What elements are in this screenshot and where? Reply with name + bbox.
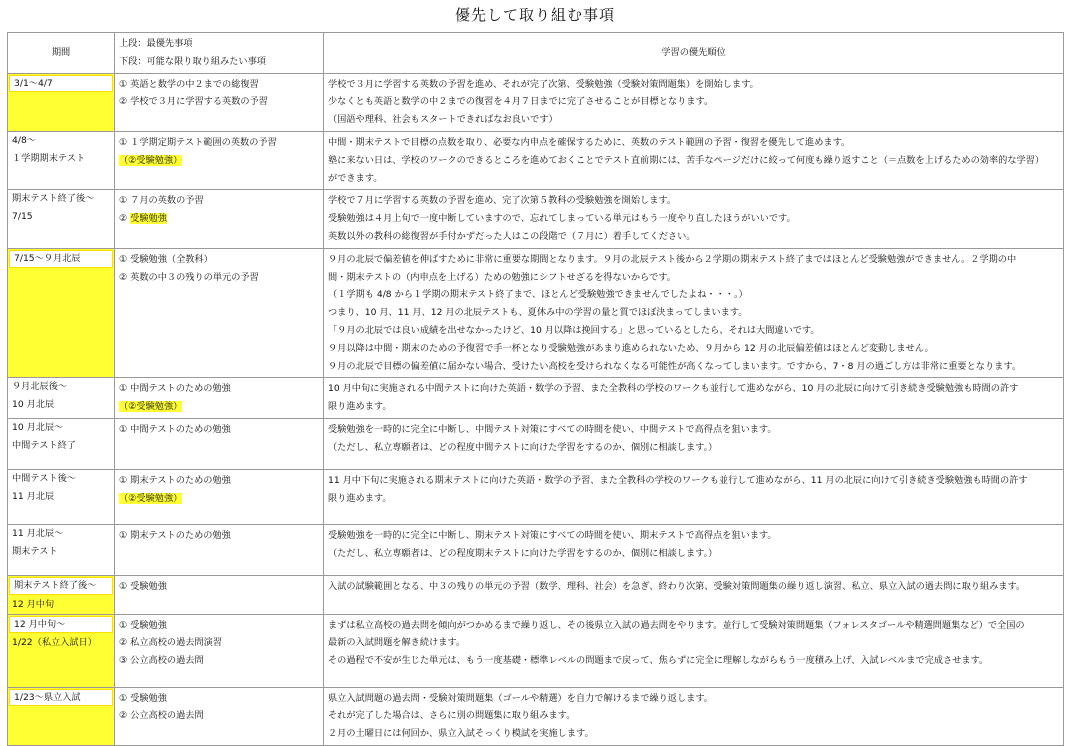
header-items [115, 33, 324, 74]
priority-item: ① 期末テストのための勉強 [119, 529, 231, 541]
details-cell [324, 378, 1064, 419]
priority-item: ② 公立高校の過去問 [119, 710, 204, 722]
detail-line: 受験勉強を一時的に完全に中断し、中間テスト対策にすべての時間を使い、中間テストで高得点を狙います。 [328, 423, 777, 435]
period-text: 中間テスト終了 [12, 439, 76, 451]
detail-line: ２月の土曜日には何回か、県立入試そっくり模試を実施します。 [328, 728, 594, 740]
items-cell [115, 378, 324, 419]
table-row [8, 524, 1064, 575]
details-cell [324, 190, 1064, 248]
period-text: 1/22（私立入試日） [12, 637, 97, 649]
period-cell [8, 418, 115, 469]
period-text: １学期期末テスト [12, 152, 86, 164]
priority-item: ① １学期定期テスト範囲の英数の予習 [119, 136, 277, 148]
detail-line: ９月以降は中間・期末のための予復習で手一杯となり受験勉強があまり進められないため、９月から 12 月の北辰偏差値はほとんど変動しません。 [328, 342, 934, 354]
details-cell [324, 73, 1064, 131]
detail-line: 限り進めます。 [328, 401, 392, 413]
detail-line: ９月の北辰で目標の偏差値に届かない場合、受けたい高校を受けられなくなる可能性が高くなってしまいます。ですから、7・8 月の過ごし方は非常に重要となります。 [328, 360, 1022, 372]
detail-line: （ただし、私立専願者は、どの程度中間テストに向けた学習をするのか、個別に相談します。） [328, 441, 718, 453]
details-cell [324, 524, 1064, 575]
table-row [8, 575, 1064, 614]
priority-item: ② 英数の中３の残りの単元の予習 [119, 271, 259, 283]
detail-line: ９月の北辰で偏差値を伸ばすために非常に重要な期間となります。９月の北辰テスト後から２学期の期末テスト終了まではほとんど受験勉強ができません。２学期の中 [328, 253, 1017, 265]
period-text: 11 月北辰～ [12, 527, 64, 539]
priority-item: （②受験勉強） [119, 401, 183, 413]
priority-item: ① 受験勉強 [119, 580, 167, 592]
items-cell [115, 524, 324, 575]
header-row [8, 33, 1064, 74]
detail-line: まずは私立高校の過去問を傾向がつかめるまで繰り返し、その後県立入試の過去問をやります。並行して受験対策問題集（フォレスタゴールや精選問題集など）で全国の [328, 619, 1025, 631]
period-text: 中間テスト後～ [12, 472, 76, 484]
priority-item: （②受験勉強） [119, 492, 183, 504]
period-text: 7/15～９月北辰 [9, 250, 113, 268]
items-cell [115, 614, 324, 687]
items-cell [115, 469, 324, 524]
detail-line: （ただし、私立専願者は、どの程度期末テストに向けた学習をするのか、個別に相談します。） [328, 547, 718, 559]
details-cell [324, 575, 1064, 614]
header-period: 期間 [8, 33, 115, 74]
period-text: 11 月北辰 [12, 490, 55, 502]
period-cell [8, 614, 115, 687]
priority-item: ① 中間テストのための勉強 [119, 423, 231, 435]
table-row [8, 469, 1064, 524]
table-row [8, 614, 1064, 687]
detail-line: 11 月中下旬に実施される期末テストに向けた英語・数学の予習、また全教科の学校のワークも並行して進めながら、11 月の北辰に向けて引き続き受験勉強も時間の許す [328, 474, 1028, 486]
header-items-line2: 下段：可能な限り取り組みたい事項 [119, 55, 266, 67]
detail-line: 英数以外の教科の総復習が手付かずだった人はこの段階で（７月に）着手してください。 [328, 230, 696, 242]
detail-line: 間・期末テストの（内申点を上げる）ための勉強にシフトせざるを得ないからです。 [328, 271, 676, 283]
period-text: 12 月中旬～ [9, 616, 113, 634]
detail-line: 中間・期末テストで目標の点数を取り、必要な内申点を確保するために、英数のテスト範囲の予習・復習を優先して進めます。 [328, 136, 851, 148]
detail-line: その過程で不安が生じた単元は、もう一度基礎・標準レベルの問題まで戻って、焦らずに完全に理解しながらもう一度積み上げ、入試レベルまで完成させます。 [328, 655, 989, 667]
period-cell [8, 687, 115, 745]
period-text: 7/15 [12, 211, 33, 223]
detail-line: 受験勉強を一時的に完全に中断し、期末テスト対策にすべての時間を使い、期末テストで高得点を狙います。 [328, 529, 777, 541]
priority-item: （②受験勉強） [119, 154, 183, 166]
detail-line: それが完了した場合は、さらに別の問題集に取り組みます。 [328, 710, 576, 722]
priority-item: ① 期末テストのための勉強 [119, 474, 231, 486]
period-text: ９月北辰後～ [12, 381, 68, 393]
priority-item: ③ 公立高校の過去問 [119, 655, 204, 667]
priority-item: ① 受験勉強 [119, 692, 167, 704]
detail-line: 県立入試問題の過去問・受験対策問題集（ゴールや精選）を自力で解けるまで繰り返します。 [328, 692, 713, 704]
period-text: 期末テスト終了後～ [9, 577, 113, 595]
details-cell [324, 614, 1064, 687]
priority-item: ② 私立高校の過去問演習 [119, 637, 223, 649]
details-cell [324, 131, 1064, 189]
details-cell [324, 687, 1064, 745]
items-cell [115, 687, 324, 745]
period-cell [8, 190, 115, 248]
table-row [8, 418, 1064, 469]
detail-line: ができます。 [328, 172, 383, 184]
table-row [8, 248, 1064, 378]
table-row [8, 131, 1064, 189]
period-text: 1/23～県立入試 [9, 689, 113, 707]
period-cell [8, 248, 115, 378]
items-cell [115, 418, 324, 469]
period-text: 期末テスト [12, 545, 58, 557]
detail-line: 少なくとも英語と数学の中２までの復習を４月７日までに完了させることが目標となります。 [328, 96, 714, 108]
period-cell [8, 524, 115, 575]
period-cell [8, 73, 115, 131]
header-items-line1: 上段：最優先事項 [119, 38, 193, 49]
page-title: 優先して取り組む事項 [454, 6, 615, 24]
table-row [8, 73, 1064, 131]
priority-table [7, 32, 1064, 746]
priority-item: ② 受験勉強 [119, 213, 167, 225]
detail-line: 学校で３月に学習する英数の予習を進め、それが完了次第、受験勉強（受験対策問題集）を開始します。 [328, 78, 759, 90]
period-cell [8, 469, 115, 524]
period-text: 4/8～ [12, 134, 36, 146]
priority-item: ① 中間テストのための勉強 [119, 383, 231, 395]
detail-line: （国語や理科、社会もスタートできればなお良いです） [328, 114, 558, 126]
priority-item: ① ７月の英数の予習 [119, 195, 204, 207]
period-text: 期末テスト終了後～ [12, 193, 95, 205]
detail-line: （１学期も 4/8 から１学期の期末テスト終了まで、ほとんど受験勉強できませんでしたよね・・・。） [328, 289, 748, 301]
period-text: 10 月北辰 [12, 399, 55, 411]
items-cell [115, 575, 324, 614]
details-cell [324, 418, 1064, 469]
period-text: 10 月北辰～ [12, 421, 64, 433]
table-row [8, 190, 1064, 248]
period-cell [8, 575, 115, 614]
header-details: 学習の優先順位 [324, 33, 1064, 74]
details-cell [324, 248, 1064, 378]
period-text: 12 月中旬 [12, 598, 55, 610]
detail-line: 塾に来ない日は、学校のワークのできるところを進めておくことでテスト直前期には、苦手なページだけに絞って何度も繰り返すこと（＝点数を上げるための効率的な学習） [328, 154, 1045, 166]
detail-line: 受験勉強は４月上旬で一度中断していますので、忘れてしまっている単元はもう一度やり直したほうがいいです。 [328, 213, 796, 225]
table-row [8, 378, 1064, 419]
priority-item: ① 英語と数学の中２までの総復習 [119, 78, 259, 90]
items-cell [115, 73, 324, 131]
detail-line: 最新の入試問題を解き続けます。 [328, 637, 466, 649]
table-body [8, 73, 1064, 745]
detail-line: 限り進めます。 [328, 492, 392, 504]
items-cell [115, 248, 324, 378]
detail-line: 10 月中旬に実施される中間テストに向けた英語・数学の予習、また全教科の学校のワークも並行して進めながら、10 月の北辰に向けて引き続き受験勉強も時間の許す [328, 383, 1019, 395]
detail-line: 入試の試験範囲となる、中３の残りの単元の予習（数学、理科、社会）を急ぎ、終わり次第、受験対策問題集の繰り返し演習、私立、県立入試の過去問に取り組みます。 [328, 580, 1026, 592]
period-cell [8, 378, 115, 419]
table-row [8, 687, 1064, 745]
period-cell [8, 131, 115, 189]
items-cell [115, 190, 324, 248]
items-cell [115, 131, 324, 189]
period-text: 3/1～4/7 [9, 75, 113, 93]
detail-line: 「９月の北辰では良い成績を出せなかったけど、10 月以降は挽回する」と思っているとしたら、それは大間違いです。 [328, 324, 820, 336]
details-cell [324, 469, 1064, 524]
priority-item: ① 受験勉強 [119, 619, 167, 631]
detail-line: つまり、10 月、11 月、12 月の北辰テストも、夏休み中の学習の量と質でほぼ決まってしまいます。 [328, 307, 748, 319]
priority-item: ② 学校で３月に学習する英数の予習 [119, 96, 268, 108]
priority-item: ① 受験勉強（全教科） [119, 253, 213, 265]
detail-line: 学校で７月に学習する英数の予習を進め、完了次第５教科の受験勉強を開始します。 [328, 195, 677, 207]
